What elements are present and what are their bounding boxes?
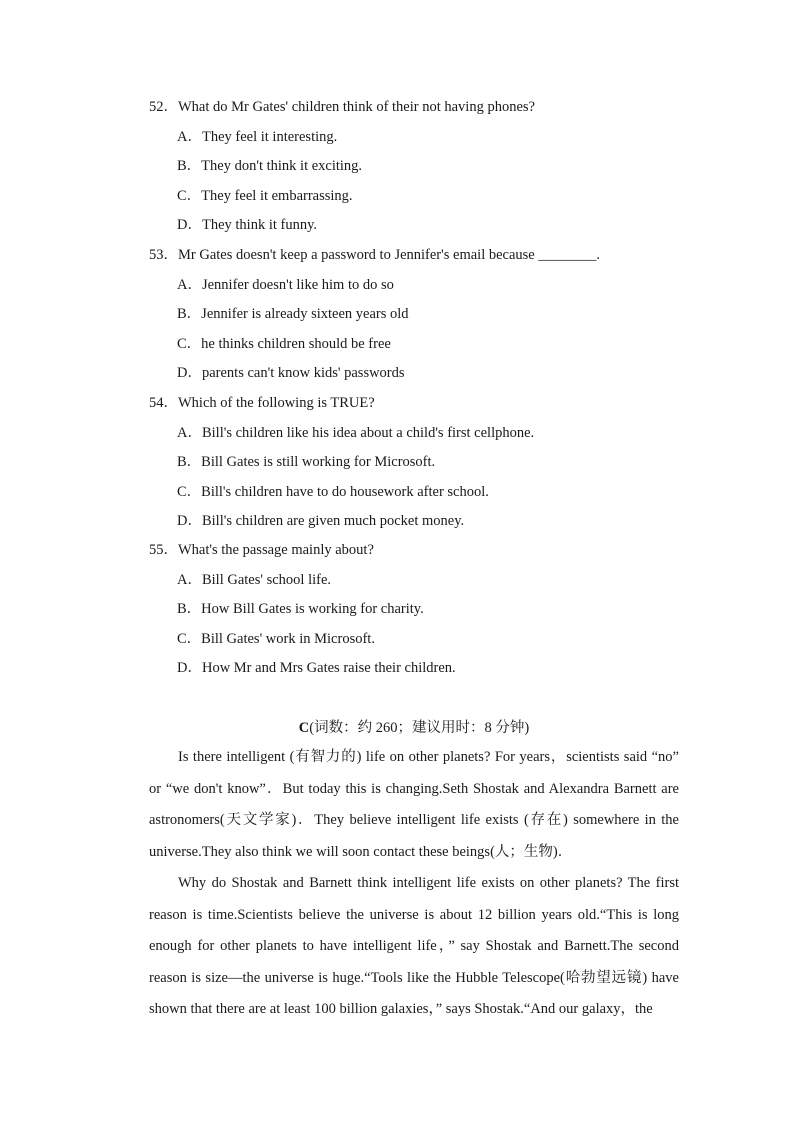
option-d: D．Bill's children are given much pocket money. (177, 513, 465, 529)
option-b: B．Jennifer is already sixteen years old (177, 306, 409, 322)
option-d: D．They think it funny. (177, 217, 318, 233)
question-52 (149, 93, 709, 241)
option-c: C．Bill Gates' work in Microsoft. (177, 630, 375, 647)
question-stem: 55．What's the passage mainly about? (149, 542, 374, 558)
question-stem: 53．Mr Gates doesn't keep a password to Jennifer's email because ________. (149, 247, 600, 263)
option-a: A．Bill's children like his idea about a child's first cellphone. (177, 424, 535, 441)
passage-paragraph-1: Is there intelligent (有智力的) life on other planets? For years，scientists said “no” or “we don't know”．But today this is changing.Seth Shostak and Alexandra Barnett are astronomers(天文学家)．They believe intelligent life exists (存在) somewhere in the universe.They also think we will soon contact these beings(人；生物)． (149, 749, 679, 860)
question-stem: 54．Which of the following is TRUE? (149, 395, 375, 411)
option-a: A．They feel it interesting. (177, 128, 338, 145)
question-55 (149, 536, 709, 684)
question-54 (149, 389, 709, 537)
section-info: (词数：约 260；建议用时：8 分钟) (309, 720, 530, 736)
option-c: C．Bill's children have to do housework after school. (177, 483, 489, 500)
option-c: C．They feel it embarrassing. (177, 187, 353, 204)
option-b: B．They don't think it exciting. (177, 158, 363, 174)
passage-paragraph-2: Why do Shostak and Barnett think intelligent life exists on other planets? The first reason is time.Scientists believe the universe is about 12 billion years old.“This is long enough for other planets to have intelligent life，” say Shostak and Barnett.The second reason is size—the universe is huge.“Tools like the Hubble Telescope(哈勃望远镜) have shown that there are at least 100 billion galaxies，” says Shostak.“And our galaxy，the (149, 875, 679, 1017)
reading-passage (149, 742, 679, 1026)
section-letter: C (298, 720, 310, 736)
question-stem: 52．What do Mr Gates' children think of their not having phones? (149, 99, 535, 115)
option-a: A．Jennifer doesn't like him to do so (177, 276, 394, 293)
option-c: C．he thinks children should be free (177, 335, 391, 352)
option-a: A．Bill Gates' school life. (177, 571, 332, 588)
option-d: D．parents can't know kids' passwords (177, 365, 405, 381)
option-b: B．How Bill Gates is working for charity. (177, 601, 424, 617)
question-53 (149, 241, 709, 389)
option-d: D．How Mr and Mrs Gates raise their children. (177, 660, 456, 676)
section-heading (149, 713, 679, 743)
option-b: B．Bill Gates is still working for Microsoft. (177, 454, 436, 470)
